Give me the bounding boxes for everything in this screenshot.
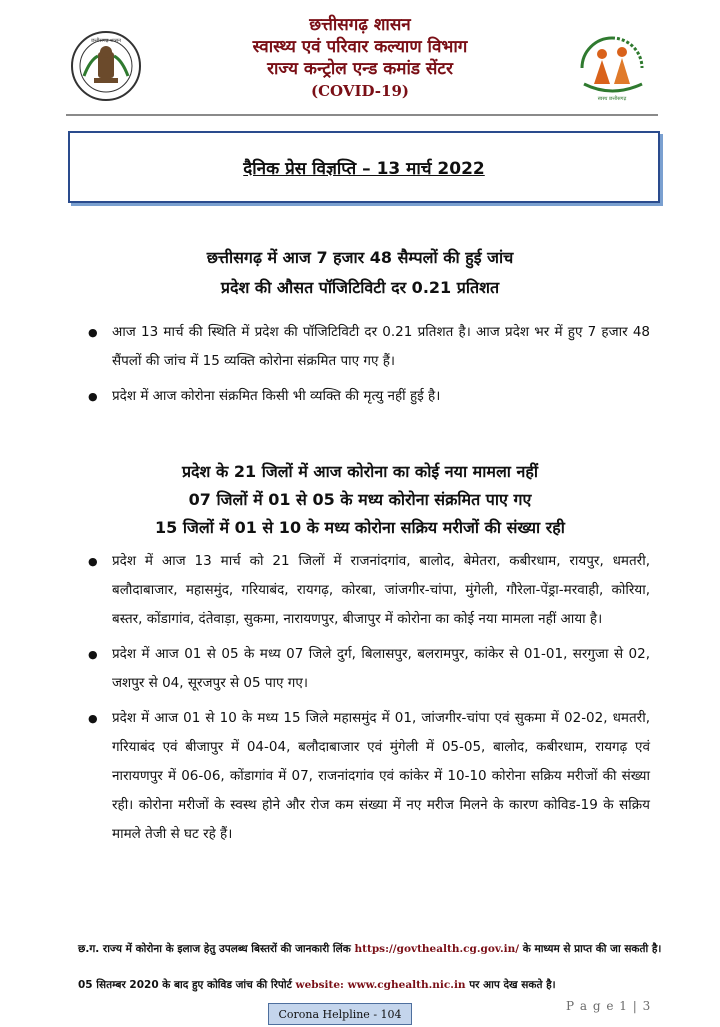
list-item: ● आज 13 मार्च की स्थिति में प्रदेश की पॉजिटिविटी दर 0.21 प्रतिशत है। आज प्रदेश भर में हुए 7 हजार 48 सैंपलों की जांच में 15 व्यक्ति कोरोना संक्रमित पाए गए हैं। xyxy=(88,318,650,376)
svg-text:स्वस्थ छत्तीसगढ़: स्वस्थ छत्तीसगढ़ xyxy=(597,96,627,102)
svg-text:छत्तीसगढ़ शासन: छत्तीसगढ़ शासन xyxy=(91,38,121,44)
header-control-center: राज्य कन्ट्रोल एन्ड कमांड सेंटर xyxy=(267,59,453,79)
bullet-list-districts xyxy=(88,547,650,855)
footer-report-text: 05 सितम्बर 2020 के बाद हुए कोविड जांच की रिपोर्ट xyxy=(78,979,292,991)
footer-report-note xyxy=(78,977,668,994)
header-covid: (COVID-19) xyxy=(311,82,409,100)
footer-beds-note xyxy=(78,941,668,958)
header-government: छत्तीसगढ़ शासन xyxy=(309,15,411,35)
headline-districts-line1: प्रदेश के 21 जिलों में आज कोरोना का कोई नया मामला नहीं xyxy=(181,462,539,481)
headline-districts-line3: 15 जिलों में 01 से 10 के मध्य कोरोना सक्रिय मरीजों की संख्या रही xyxy=(155,518,565,537)
govthealth-link[interactable]: https://govthealth.cg.gov.in/ xyxy=(354,943,520,955)
page-number: P a g e 1 | 3 xyxy=(566,999,652,1013)
press-release-banner xyxy=(68,131,660,203)
corona-helpline-box: Corona Helpline - 104 xyxy=(268,1003,412,1025)
list-item: ● प्रदेश में आज कोरोना संक्रमित किसी भी व्यक्ति की मृत्यु नहीं हुई है। xyxy=(88,382,650,411)
press-release-title: दैनिक प्रेस विज्ञप्ति – 13 मार्च 2022 xyxy=(243,158,485,179)
footer-beds-text: छ.ग. राज्य में कोरोना के इलाज हेतु उपलब्ध बिस्तरों की जानकारी लिंक xyxy=(78,943,351,955)
letterhead xyxy=(0,0,720,110)
swasth-chhattisgarh-logo-icon xyxy=(572,28,652,104)
cghealth-website-link[interactable]: website: www.cghealth.nic.in xyxy=(295,979,466,991)
headline-samples xyxy=(60,243,660,303)
list-item: ● प्रदेश में आज 13 मार्च को 21 जिलों में राजनांदगांव, बालोद, बेमेतरा, कबीरधाम, रायपुर, धमतरी, बलौदाबाजार, महासमुंद, गरियाबंद, रायगढ़, कोरबा, जांजगीर-चांपा, मुंगेली, गौरेला-पेंड्रा-मरवाही, कोरिया, बस्तर, कोंडागांव, दंतेवाड़ा, सुकमा, नारायणपुर, बीजापुर में कोरोना का कोई नया मामला नहीं आया है। xyxy=(88,547,650,634)
headline-districts-line2: 07 जिलों में 01 से 05 के मध्य कोरोना संक्रमित पाए गए xyxy=(188,490,532,509)
chhattisgarh-emblem-icon xyxy=(70,30,142,102)
footer-report-text-end: पर आप देख सकते है। xyxy=(469,979,556,991)
list-item: ● प्रदेश में आज 01 से 10 के मध्य 15 जिले महासमुंद में 01, जांजगीर-चांपा एवं सुकमा में 02-02, धमतरी, गरियाबंद एवं बीजापुर में 04-04, बलौदाबाजार एवं मुंगेली में 05-05, बालोद, कबीरधाम, रायगढ़ एवं नारायणपुर में 06-06, कोंडागांव में 07, राजनांदगांव एवं कांकेर में 10-10 कोरोना सक्रिय मरीजों की संख्या रही। कोरोना मरीजों के स्वस्थ होने और रोज कम संख्या में नए मरीज मिलने के कारण कोविड-19 के सक्रिय मामले तेजी से घट रहे हैं। xyxy=(88,704,650,849)
headline-samples-line1: छत्तीसगढ़ में आज 7 हजार 48 सैम्पलों की हुई जांच xyxy=(206,248,514,267)
header-title-block xyxy=(150,14,570,102)
bullet-list-positivity xyxy=(88,318,650,417)
list-item: ● प्रदेश में आज 01 से 05 के मध्य 07 जिले दुर्ग, बिलासपुर, बलरामपुर, कांकेर से 01-01, सरगुजा से 02, जशपुर से 04, सूरजपुर से 05 पाए गए। xyxy=(88,640,650,698)
headline-districts xyxy=(60,458,660,542)
header-divider xyxy=(66,114,658,116)
header-department: स्वास्थ्य एवं परिवार कल्याण विभाग xyxy=(252,37,468,57)
headline-samples-line2: प्रदेश की औसत पॉजिटिविटी दर 0.21 प्रतिशत xyxy=(220,278,500,297)
footer-beds-text-end: के माध्यम से प्राप्त की जा सकती है। xyxy=(522,943,662,955)
